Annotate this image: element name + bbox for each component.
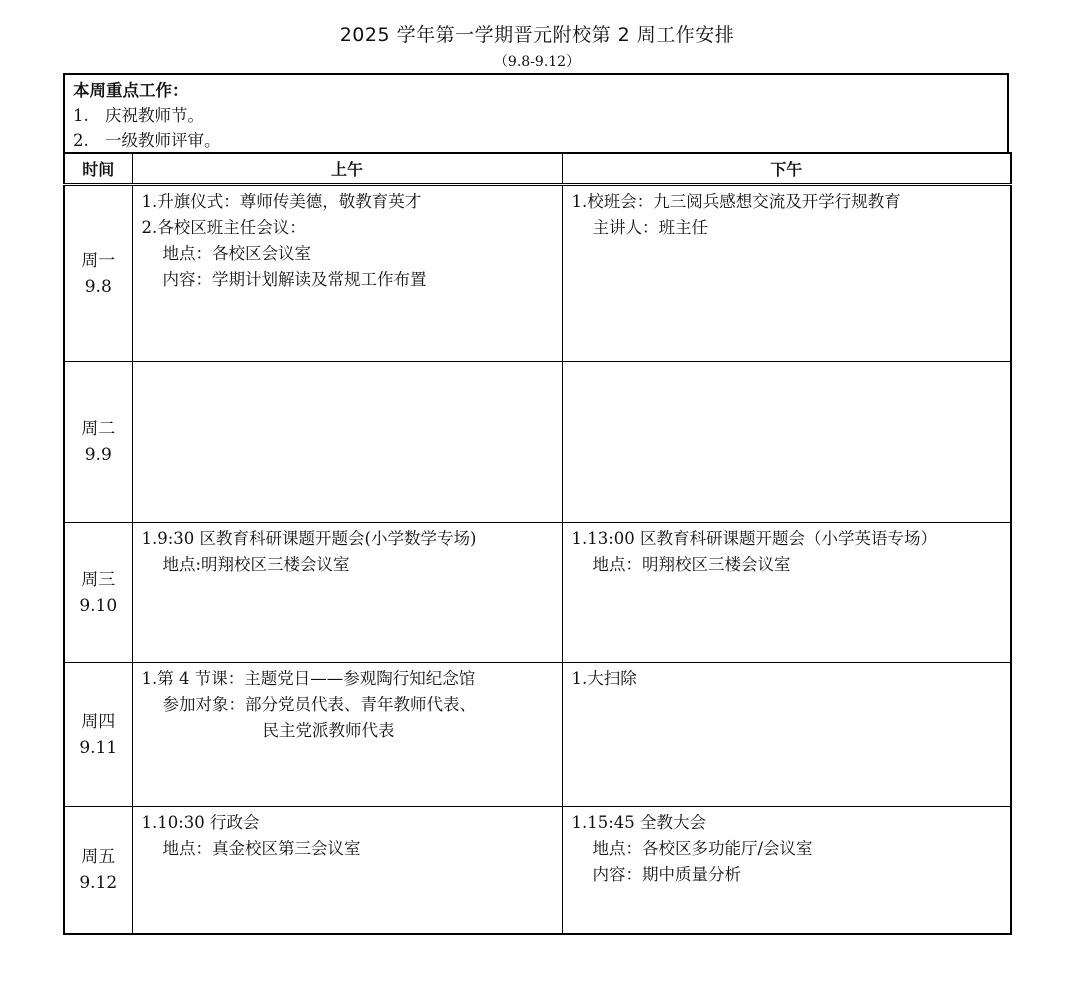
afternoon-cell [562,663,1011,807]
schedule-line: 1.13:00 区教育科研课题开题会（小学英语专场） [571,529,938,548]
day-name: 周一 [81,250,116,271]
schedule-line: 1.校班会：九三阅兵感想交流及开学行规教育 [571,192,901,211]
focus-item-text: 一级教师评审。 [105,131,221,150]
day-cell [64,663,132,807]
header-afternoon: 下午 [562,153,1011,185]
schedule-line: 参加对象：部分党员代表、青年教师代表、 [162,695,476,714]
schedule-line: 地点：各校区会议室 [162,244,311,263]
morning-cell [132,523,562,663]
focus-item-text: 庆祝教师节。 [105,106,204,125]
day-cell [64,807,132,935]
day-name: 周三 [81,569,116,590]
schedule-line: 1.15:45 全教大会 [571,813,707,832]
header-morning: 上午 [132,153,562,185]
schedule-line: 主讲人：班主任 [592,218,708,237]
weekly-schedule-table [63,152,1012,935]
day-date: 9.11 [79,737,118,758]
schedule-line: 地点：真金校区第三会议室 [162,839,361,858]
table-row [64,663,1011,807]
day-date: 9.10 [79,595,118,616]
morning-cell [132,185,562,362]
focus-item-number: 1. [73,106,89,125]
header-time: 时间 [64,153,132,185]
weekly-focus-section [63,73,1009,152]
weekly-focus-item [73,103,999,128]
day-name: 周二 [81,419,116,439]
afternoon-cell [562,807,1011,935]
schedule-line: 1.升旗仪式：尊师传美德，敬教育英才 [141,192,422,211]
day-cell [64,523,132,663]
day-date: 9.12 [79,873,118,893]
schedule-line: 地点：各校区多功能厅/会议室 [592,839,813,858]
morning-cell [132,663,562,807]
table-row [64,362,1011,523]
schedule-line: 民主党派教师代表 [262,721,395,740]
schedule-line: 内容：学期计划解读及常规工作布置 [162,270,427,289]
afternoon-cell [562,185,1011,362]
schedule-line: 1.10:30 行政会 [141,813,260,832]
day-name: 周五 [81,847,116,867]
weekly-focus-item [73,128,999,153]
page-title: 2025 学年第一学期晋元附校第 2 周工作安排 [339,24,735,46]
morning-cell [132,807,562,935]
schedule-line: 地点：明翔校区三楼会议室 [592,555,791,574]
schedule-line: 2.各校区班主任会议： [141,218,306,237]
day-date: 9.9 [84,445,112,465]
schedule-line: 1.9:30 区教育科研课题开题会(小学数学专场) [141,529,477,548]
day-date: 9.8 [84,276,112,297]
day-cell [64,185,132,362]
schedule-line: 1.第 4 节课：主题党日——参观陶行知纪念馆 [141,669,476,688]
table-row [64,523,1011,663]
date-range-subtitle: （9.8-9.12） [493,54,581,70]
schedule-line: 地点:明翔校区三楼会议室 [162,555,350,574]
weekly-focus-heading: 本周重点工作： [73,81,189,100]
morning-cell [132,362,562,523]
afternoon-cell [562,523,1011,663]
day-name: 周四 [81,711,116,732]
schedule-line: 1.大扫除 [571,669,637,688]
day-cell [64,362,132,523]
table-row [64,807,1011,935]
table-header-row [64,153,1011,185]
afternoon-cell [562,362,1011,523]
table-row [64,185,1011,362]
schedule-line: 内容：期中质量分析 [592,865,741,884]
focus-item-number: 2. [73,131,89,150]
